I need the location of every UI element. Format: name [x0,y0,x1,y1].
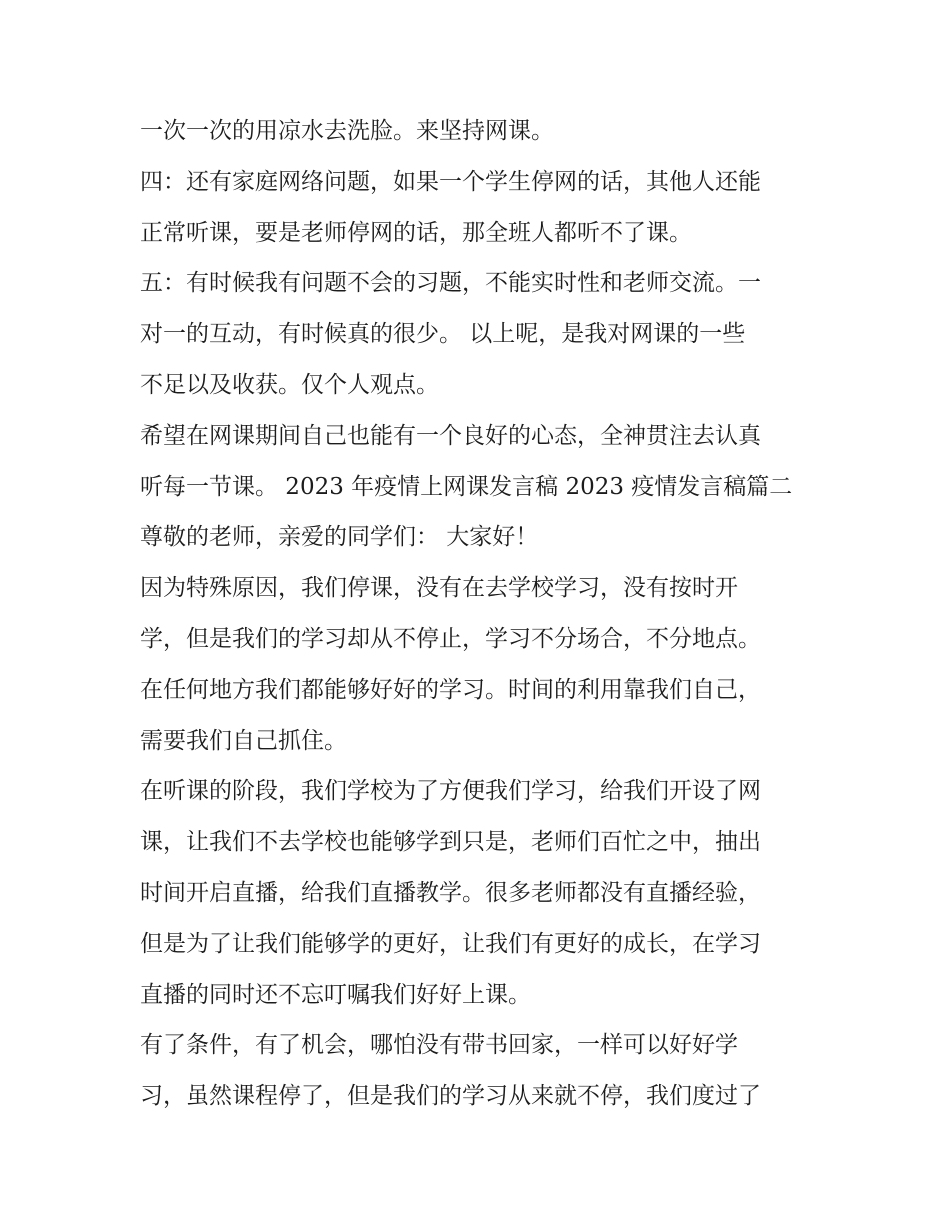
text-line: 希望在网课期间自己也能有一个良好的心态，全神贯注去认真 [140,422,761,449]
text-line: 不足以及收获。仅个人观点。 [140,371,439,398]
text-line: 但是为了让我们能够学的更好，让我们有更好的成长，在学习 [140,930,761,957]
text-line: 时间开启直播，给我们直播教学。很多老师都没有直播经验， [140,879,761,906]
text-line: 学，但是我们的学习却从不停止，学习不分场合，不分地点。 [140,625,761,652]
text-line: 听每一节课。 2023 年疫情上网课发言稿 2023 疫情发言稿篇二 [140,473,793,500]
text-line: 在任何地方我们都能够好好的学习。时间的利用靠我们自己， [140,676,761,703]
text-line: 一次一次的用凉水去洗脸。来坚持网课。 [140,118,554,144]
text-line: 四：还有家庭网络问题，如果一个学生停网的话，其他人还能 [140,168,761,195]
text-line: 需要我们自己抓住。 [140,727,347,754]
text-line: 直播的同时还不忘叮嘱我们好好上课。 [140,981,531,1008]
text-line: 在听课的阶段，我们学校为了方便我们学习，给我们开设了网 [140,778,761,805]
text-line: 五：有时候我有问题不会的习题，不能实时性和老师交流。一 [140,270,761,297]
text-line: 因为特殊原因，我们停课，没有在去学校学习，没有按时开 [140,575,738,602]
document-body [140,106,812,1122]
text-line: 习，虽然课程停了，但是我们的学习从来就不停，我们度过了 [140,1083,761,1110]
text-line: 尊敬的老师，亲爱的同学们： 大家好！ [140,524,539,551]
text-line: 正常听课，要是老师停网的话，那全班人都听不了课。 [140,219,692,246]
text-line: 有了条件，有了机会，哪怕没有带书回家，一样可以好好学 [140,1032,738,1059]
text-line: 对一的互动，有时候真的很少。 以上呢，是我对网课的一些 [140,321,746,348]
text-line: 课，让我们不去学校也能够学到只是，老师们百忙之中，抽出 [140,829,761,856]
